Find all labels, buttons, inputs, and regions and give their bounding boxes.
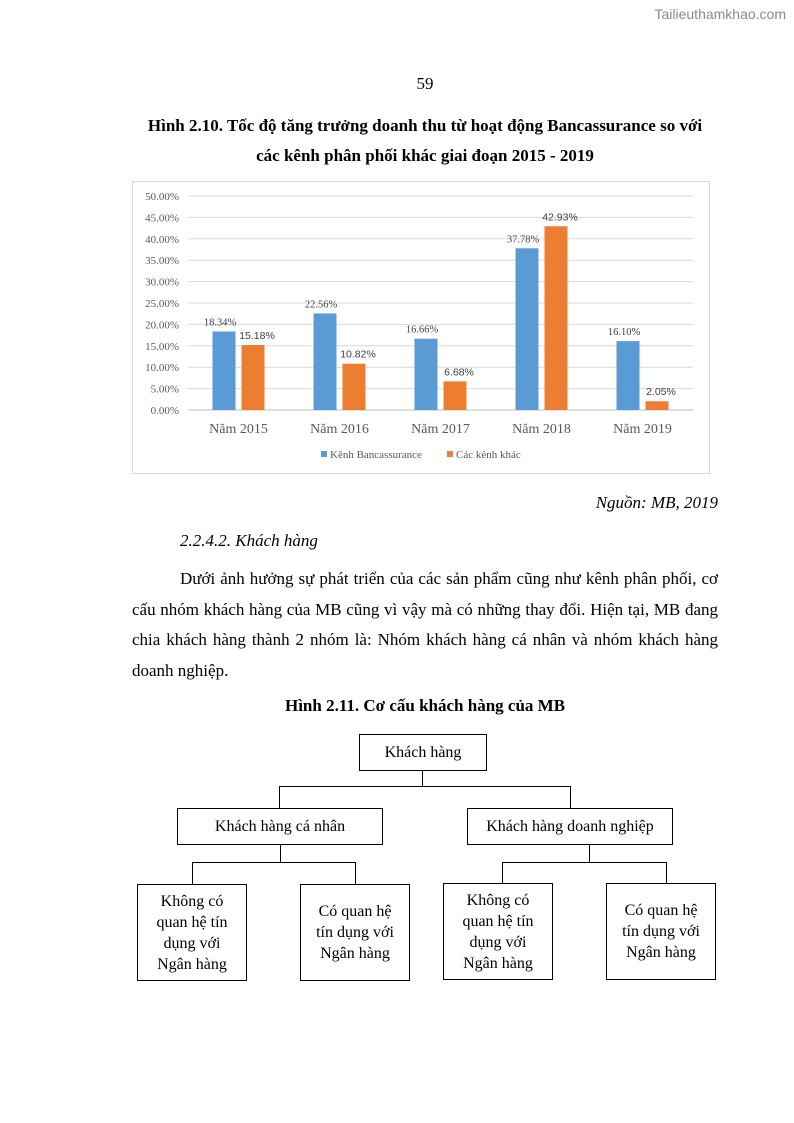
node-khach-hang: Khách hàng <box>359 734 487 771</box>
y-tick-label-4: 20.00% <box>145 319 179 332</box>
bar-other-1 <box>343 364 366 410</box>
bar-other-2 <box>444 381 467 410</box>
data-label-other-0: 15.18% <box>239 330 275 343</box>
data-label-bancassurance-0: 18.34% <box>203 317 237 329</box>
x-tick-label-4: Năm 2019 <box>613 422 672 437</box>
data-label-bancassurance-1: 22.56% <box>304 299 338 311</box>
biz-no-credit-line-1: Không có <box>466 891 530 909</box>
x-tick-label-3: Năm 2018 <box>512 422 571 437</box>
legend-swatch-1 <box>447 451 453 457</box>
bar-bancassurance-0 <box>213 332 236 410</box>
ind-no-credit-line-3: dụng với <box>163 934 221 952</box>
ind-no-credit-line-1: Không có <box>160 892 224 910</box>
data-label-bancassurance-3: 37.78% <box>506 234 540 246</box>
paragraph-line-2: cấu nhóm khách hàng của MB cũng vì vậy mà có những thay đổi. Hiện tại, MB đang <box>132 599 718 619</box>
bar-bancassurance-3 <box>516 248 539 410</box>
figure-2-10-title-line1: Hình 2.10. Tốc độ tăng trưởng doanh thu từ hoạt động Bancassurance so với <box>147 116 703 135</box>
bar-bancassurance-2 <box>415 339 438 410</box>
paragraph <box>132 564 718 686</box>
paragraph-line-3: chia khách hàng thành 2 nhóm là: Nhóm khách hàng cá nhân và nhóm khách hàng <box>132 630 718 649</box>
x-tick-label-0: Năm 2015 <box>209 422 268 437</box>
bar-other-0 <box>242 345 265 410</box>
node-ind-no-credit <box>137 884 247 981</box>
y-tick-label-9: 45.00% <box>145 212 179 225</box>
y-tick-label-10: 50.00% <box>145 191 179 203</box>
connector-business-horizontal <box>502 862 667 863</box>
watermark: Tailieuthamkhao.com <box>654 6 786 22</box>
y-tick-label-3: 15.00% <box>145 340 179 353</box>
bar-other-3 <box>545 226 568 410</box>
connector-individual-horizontal <box>192 862 356 863</box>
y-tick-label-5: 25.00% <box>145 298 179 310</box>
data-label-other-1: 10.82% <box>340 348 376 361</box>
connector-to-business <box>570 786 571 808</box>
ind-credit-line-2: tín dụng với <box>316 924 394 941</box>
y-tick-label-7: 35.00% <box>145 255 179 268</box>
ind-no-credit-line-4: Ngân hàng <box>157 955 227 973</box>
node-ind-credit <box>300 884 410 981</box>
data-label-other-2: 6.68% <box>444 366 474 379</box>
node-individual-customers: Khách hàng cá nhân <box>177 808 383 845</box>
y-tick-label-6: 30.00% <box>145 276 179 289</box>
figure-2-10-title-line2: các kênh phân phối khác giai đoạn 2015 - 2019 <box>256 146 594 165</box>
x-tick-label-1: Năm 2016 <box>310 422 369 437</box>
page-number: 59 <box>416 74 434 93</box>
y-tick-label-2: 10.00% <box>145 362 179 375</box>
biz-no-credit-line-4: Ngân hàng <box>463 954 533 972</box>
x-tick-label-2: Năm 2017 <box>411 422 470 437</box>
node-biz-no-credit <box>443 883 553 980</box>
biz-credit-line-3: Ngân hàng <box>626 944 696 961</box>
source-note: Nguồn: MB, 2019 <box>595 493 718 512</box>
paragraph-line-4: doanh nghiệp. <box>132 660 229 680</box>
connector-to-biz-credit <box>666 862 667 883</box>
legend-swatch-0 <box>321 451 327 457</box>
ind-no-credit-line-2: quan hệ tín <box>156 913 228 931</box>
connector-individual-down <box>280 845 281 862</box>
biz-no-credit-line-3: dụng với <box>469 933 527 951</box>
bar-bancassurance-1 <box>314 313 337 410</box>
legend-label-1: Các kênh khác <box>456 449 521 461</box>
section-heading: 2.2.4.2. Khách hàng <box>180 531 318 550</box>
biz-no-credit-line-2: quan hệ tín <box>462 912 534 930</box>
node-business-customers: Khách hàng doanh nghiệp <box>467 808 673 845</box>
node-biz-credit <box>606 883 716 980</box>
data-label-other-3: 42.93% <box>542 211 578 224</box>
ind-credit-line-1: Có quan hệ <box>318 903 392 920</box>
biz-credit-line-1: Có quan hệ <box>624 902 698 919</box>
connector-root-down <box>422 771 423 786</box>
legend-label-0: Kênh Bancassurance <box>330 449 422 461</box>
y-tick-label-1: 5.00% <box>150 383 179 396</box>
connector-to-ind-no-credit <box>192 862 193 884</box>
paragraph-line-1: Dưới ảnh hưởng sự phát triển của các sản phẩm cũng như kênh phân phối, cơ <box>180 569 718 588</box>
bar-other-4 <box>646 401 669 410</box>
revenue-growth-chart <box>132 181 710 474</box>
biz-credit-line-2: tín dụng với <box>622 923 700 940</box>
ind-credit-line-3: Ngân hàng <box>320 945 390 962</box>
data-label-bancassurance-4: 16.10% <box>607 327 641 339</box>
data-label-bancassurance-2: 16.66% <box>405 324 439 336</box>
chart-svg <box>133 182 709 473</box>
figure-2-11-title: Hình 2.11. Cơ cấu khách hàng của MB <box>284 696 566 715</box>
connector-to-biz-no-credit <box>502 862 503 883</box>
connector-level1-horizontal <box>279 786 571 787</box>
connector-business-down <box>589 845 590 862</box>
y-tick-label-0: 0.00% <box>150 405 179 417</box>
y-tick-label-8: 40.00% <box>145 233 179 246</box>
data-label-other-4: 2.05% <box>646 386 676 399</box>
bar-bancassurance-4 <box>617 341 640 410</box>
connector-to-ind-credit <box>355 862 356 884</box>
connector-to-individual <box>279 786 280 808</box>
